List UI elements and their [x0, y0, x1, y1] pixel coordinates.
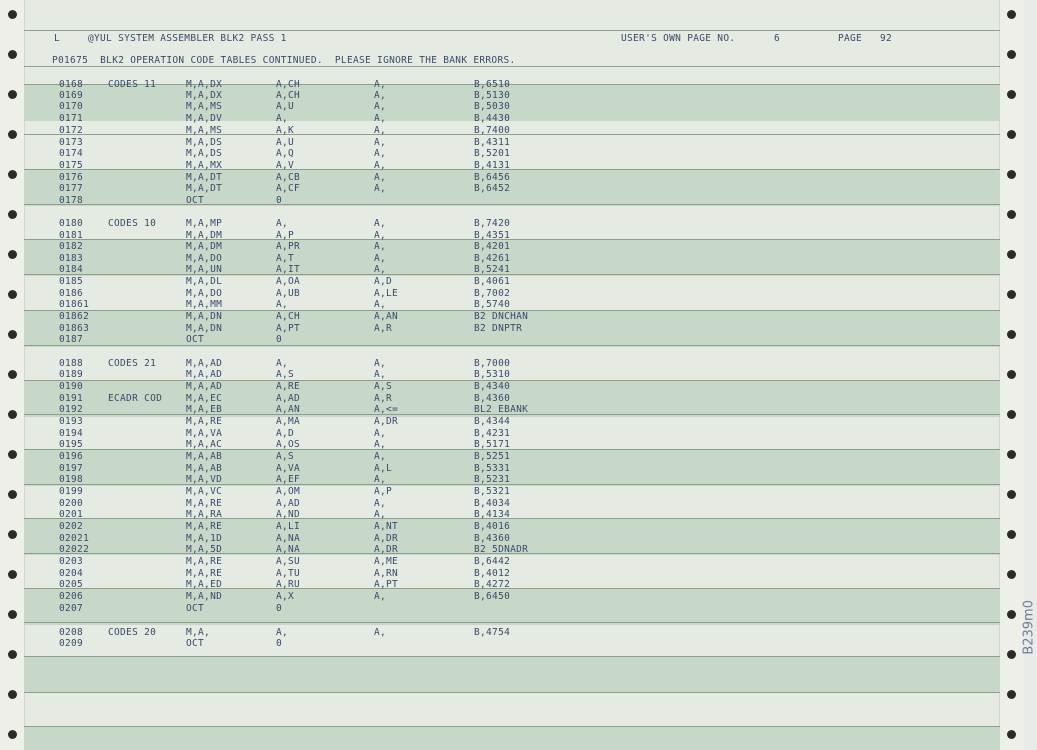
listing-row — [0, 369, 1024, 381]
code-field: B,5321 — [474, 486, 511, 497]
users-page-label: USER'S OWN PAGE NO. — [621, 33, 736, 44]
code-field: B,4012 — [474, 568, 511, 579]
listing-row — [0, 334, 1024, 346]
address-field-1: A,NA — [276, 544, 301, 555]
address-field-2: A, — [374, 591, 387, 602]
code-field: B,4261 — [474, 253, 511, 264]
address-field-1: 0 — [276, 334, 283, 345]
operation-field: M,A,DS — [186, 148, 223, 159]
address-field-1: A,ND — [276, 509, 301, 520]
address-field-1: A,K — [276, 125, 295, 136]
code-field: B,7000 — [474, 358, 511, 369]
address-field-2: A, — [374, 160, 387, 171]
tractor-hole — [1007, 730, 1016, 739]
address-field-1: A,X — [276, 591, 295, 602]
line-number: 0171 — [59, 113, 84, 124]
operation-field: M,A,MM — [186, 299, 223, 310]
code-field: B,5231 — [474, 474, 511, 485]
address-field-1: 0 — [276, 195, 283, 206]
address-field-1: A,OM — [276, 486, 301, 497]
line-number: 0174 — [59, 148, 84, 159]
operation-field: M,A,RE — [186, 521, 223, 532]
address-field-2: A,R — [374, 393, 393, 404]
operation-field: M,A,DT — [186, 183, 223, 194]
line-number: 0180 — [59, 218, 84, 229]
line-number: 0199 — [59, 486, 84, 497]
code-field: B,4016 — [474, 521, 511, 532]
listing-row — [0, 125, 1024, 137]
address-field-1: A,V — [276, 160, 295, 171]
address-field-2: A,LE — [374, 288, 399, 299]
address-field-1: A,RE — [276, 381, 301, 392]
header-line — [0, 33, 1024, 45]
address-field-1: A,IT — [276, 264, 301, 275]
address-field-1: A,Q — [276, 148, 295, 159]
greenbar-band — [24, 656, 1000, 693]
section-label: CODES 21 — [108, 358, 157, 369]
listing-row — [0, 451, 1024, 463]
address-field-1: A,VA — [276, 463, 301, 474]
section-label: ECADR COD — [108, 393, 163, 404]
address-field-1: A,D — [276, 428, 295, 439]
line-number: 0176 — [59, 172, 84, 183]
listing-row — [0, 381, 1024, 393]
line-number: 0177 — [59, 183, 84, 194]
code-field: B,4344 — [474, 416, 511, 427]
address-field-2: A, — [374, 474, 387, 485]
address-field-1: A,P — [276, 230, 295, 241]
address-field-1: A,EF — [276, 474, 301, 485]
address-field-1: A,CH — [276, 90, 301, 101]
line-number: 0185 — [59, 276, 84, 287]
operation-field: M,A,EB — [186, 404, 223, 415]
address-field-2: A, — [374, 439, 387, 450]
address-field-2: A, — [374, 183, 387, 194]
line-number: 0192 — [59, 404, 84, 415]
tractor-hole — [1007, 10, 1016, 19]
address-field-2: A, — [374, 230, 387, 241]
address-field-2: A,DR — [374, 416, 399, 427]
address-field-1: A, — [276, 358, 289, 369]
listing-row — [0, 509, 1024, 521]
line-number: 02021 — [59, 533, 90, 544]
header-title: @YUL SYSTEM ASSEMBLER BLK2 PASS 1 — [88, 33, 287, 44]
greenbar-rule — [24, 30, 1000, 31]
code-field: B2 5DNADR — [474, 544, 529, 555]
operation-field: M,A,DL — [186, 276, 223, 287]
listing-row — [0, 101, 1024, 113]
address-field-1: A, — [276, 627, 289, 638]
code-field: B,4134 — [474, 509, 511, 520]
operation-field: OCT — [186, 195, 205, 206]
line-number: 0189 — [59, 369, 84, 380]
listing-row — [0, 579, 1024, 591]
line-number: 0184 — [59, 264, 84, 275]
line-number: 0182 — [59, 241, 84, 252]
code-field: B,4340 — [474, 381, 511, 392]
section-label: CODES 11 — [108, 79, 157, 90]
code-field: B,5201 — [474, 148, 511, 159]
address-field-2: A, — [374, 218, 387, 229]
listing-row — [0, 241, 1024, 253]
operation-field: M,A,DT — [186, 172, 223, 183]
listing-row — [0, 474, 1024, 486]
page-label: PAGE — [838, 33, 863, 44]
line-number: 0205 — [59, 579, 84, 590]
greenbar-rule — [24, 622, 1000, 623]
line-number: 0206 — [59, 591, 84, 602]
code-field: B,4034 — [474, 498, 511, 509]
address-field-2: A, — [374, 509, 387, 520]
operation-field: M,A,RE — [186, 416, 223, 427]
code-field: B,5171 — [474, 439, 511, 450]
operation-field: M,A,DS — [186, 137, 223, 148]
line-number: 0169 — [59, 90, 84, 101]
listing-row — [0, 556, 1024, 568]
listing-row — [0, 311, 1024, 323]
address-field-1: A,LI — [276, 521, 301, 532]
operation-field: M,A,AD — [186, 381, 223, 392]
address-field-1: A,CH — [276, 79, 301, 90]
code-field: B,5251 — [474, 451, 511, 462]
listing-row — [0, 113, 1024, 125]
address-field-2: A, — [374, 264, 387, 275]
page-number: 92 — [880, 33, 893, 44]
address-field-2: A, — [374, 299, 387, 310]
listing-row — [0, 264, 1024, 276]
line-number: 0197 — [59, 463, 84, 474]
address-field-1: A,CF — [276, 183, 301, 194]
address-field-2: A,ME — [374, 556, 399, 567]
code-field: BL2 EBANK — [474, 404, 529, 415]
listing-row — [0, 148, 1024, 160]
address-field-1: A,CB — [276, 172, 301, 183]
address-field-1: A, — [276, 299, 289, 310]
line-number: 0194 — [59, 428, 84, 439]
address-field-1: A,AD — [276, 393, 301, 404]
address-field-1: A,T — [276, 253, 295, 264]
code-field: B,5130 — [474, 90, 511, 101]
operation-field: M,A,MS — [186, 101, 223, 112]
operation-field: M,A,ED — [186, 579, 223, 590]
line-number: 0201 — [59, 509, 84, 520]
line-number: 0208 — [59, 627, 84, 638]
operation-field: M,A,DN — [186, 323, 223, 334]
subtitle-line — [0, 55, 1024, 67]
address-field-2: A,AN — [374, 311, 399, 322]
listing-row — [0, 603, 1024, 615]
line-number: 01861 — [59, 299, 90, 310]
address-field-1: A,RU — [276, 579, 301, 590]
page-subtitle: P01675 BLK2 OPERATION CODE TABLES CONTINUED. PLEASE IGNORE THE BANK ERRORS. — [52, 55, 516, 66]
operation-field: M,A,AB — [186, 451, 223, 462]
address-field-2: A,L — [374, 463, 393, 474]
address-field-2: A, — [374, 113, 387, 124]
address-field-1: A,OA — [276, 276, 301, 287]
line-number: 0178 — [59, 195, 84, 206]
address-field-2: A,D — [374, 276, 393, 287]
address-field-2: A, — [374, 253, 387, 264]
users-page-number: 6 — [774, 33, 781, 44]
line-number: 0186 — [59, 288, 84, 299]
code-field: B,4231 — [474, 428, 511, 439]
operation-field: M,A, — [186, 627, 211, 638]
address-field-1: A,OS — [276, 439, 301, 450]
code-field: B,5241 — [474, 264, 511, 275]
code-field: B,6456 — [474, 172, 511, 183]
address-field-2: A,NT — [374, 521, 399, 532]
address-field-1: A,MA — [276, 416, 301, 427]
operation-field: M,A,AC — [186, 439, 223, 450]
address-field-1: A,AN — [276, 404, 301, 415]
operation-field: M,A,RE — [186, 568, 223, 579]
address-field-2: A, — [374, 172, 387, 183]
operation-field: M,A,UN — [186, 264, 223, 275]
operation-field: M,A,5D — [186, 544, 223, 555]
address-field-2: A, — [374, 627, 387, 638]
line-number: 0200 — [59, 498, 84, 509]
address-field-2: A,<= — [374, 404, 399, 415]
operation-field: M,A,ND — [186, 591, 223, 602]
operation-field: M,A,DV — [186, 113, 223, 124]
address-field-2: A, — [374, 369, 387, 380]
address-field-2: A, — [374, 101, 387, 112]
section-label: CODES 20 — [108, 627, 157, 638]
line-number: 0209 — [59, 638, 84, 649]
address-field-2: A, — [374, 428, 387, 439]
operation-field: M,A,DM — [186, 241, 223, 252]
listing-row — [0, 276, 1024, 288]
address-field-2: A, — [374, 451, 387, 462]
code-field: B,6442 — [474, 556, 511, 567]
operation-field: M,A,1D — [186, 533, 223, 544]
operation-field: M,A,RE — [186, 556, 223, 567]
line-number: 0198 — [59, 474, 84, 485]
line-number: 0190 — [59, 381, 84, 392]
code-field: B,6450 — [474, 591, 511, 602]
line-number: 0183 — [59, 253, 84, 264]
address-field-2: A,PT — [374, 579, 399, 590]
code-field: B,5740 — [474, 299, 511, 310]
listing-row — [0, 195, 1024, 207]
operation-field: M,A,AD — [186, 358, 223, 369]
line-number: 0188 — [59, 358, 84, 369]
operation-field: M,A,AD — [186, 369, 223, 380]
operation-field: M,A,RA — [186, 509, 223, 520]
address-field-2: A,RN — [374, 568, 399, 579]
listing-row — [0, 183, 1024, 195]
address-field-2: A, — [374, 125, 387, 136]
address-field-2: A,DR — [374, 544, 399, 555]
code-field: B,7002 — [474, 288, 511, 299]
listing-row — [0, 218, 1024, 230]
line-number: 0202 — [59, 521, 84, 532]
address-field-1: A,U — [276, 137, 295, 148]
operation-field: M,A,DM — [186, 230, 223, 241]
address-field-1: 0 — [276, 603, 283, 614]
address-field-1: A,CH — [276, 311, 301, 322]
operation-field: M,A,MS — [186, 125, 223, 136]
code-field: B,4360 — [474, 533, 511, 544]
operation-field: M,A,DX — [186, 90, 223, 101]
address-field-2: A, — [374, 498, 387, 509]
operation-field: OCT — [186, 334, 205, 345]
code-field: B,4360 — [474, 393, 511, 404]
line-number: 0195 — [59, 439, 84, 450]
listing-row — [0, 486, 1024, 498]
code-field: B,7400 — [474, 125, 511, 136]
address-field-2: A, — [374, 358, 387, 369]
greenbar-rule — [24, 692, 1000, 693]
line-number: 0181 — [59, 230, 84, 241]
address-field-1: A,S — [276, 369, 295, 380]
code-field: B,6452 — [474, 183, 511, 194]
tractor-hole — [8, 730, 17, 739]
address-field-2: A,S — [374, 381, 393, 392]
code-field: B,4351 — [474, 230, 511, 241]
code-field: B,4311 — [474, 137, 511, 148]
line-number: 0191 — [59, 393, 84, 404]
operation-field: M,A,AB — [186, 463, 223, 474]
address-field-1: A,SU — [276, 556, 301, 567]
address-field-2: A,R — [374, 323, 393, 334]
code-field: B,4754 — [474, 627, 511, 638]
code-field: B,5331 — [474, 463, 511, 474]
line-number: 01862 — [59, 311, 90, 322]
tractor-hole — [8, 690, 17, 699]
code-field: B,7420 — [474, 218, 511, 229]
address-field-1: A,UB — [276, 288, 301, 299]
side-stamp: B239m0 — [1022, 600, 1037, 655]
address-field-1: A,TU — [276, 568, 301, 579]
line-number: 0175 — [59, 160, 84, 171]
operation-field: M,A,EC — [186, 393, 223, 404]
operation-field: M,A,DO — [186, 288, 223, 299]
address-field-1: A,PT — [276, 323, 301, 334]
operation-field: M,A,VD — [186, 474, 223, 485]
section-label: CODES 10 — [108, 218, 157, 229]
line-number: 0170 — [59, 101, 84, 112]
tractor-hole — [1007, 650, 1016, 659]
listing-row — [0, 404, 1024, 416]
line-number: 0193 — [59, 416, 84, 427]
line-number: 0187 — [59, 334, 84, 345]
address-field-2: A, — [374, 90, 387, 101]
listing-row — [0, 544, 1024, 556]
code-field: B,5310 — [474, 369, 511, 380]
address-field-2: A,DR — [374, 533, 399, 544]
address-field-2: A, — [374, 241, 387, 252]
line-number: 01863 — [59, 323, 90, 334]
address-field-2: A,P — [374, 486, 393, 497]
operation-field: M,A,MP — [186, 218, 223, 229]
operation-field: M,A,VA — [186, 428, 223, 439]
code-field: B,6510 — [474, 79, 511, 90]
operation-field: M,A,RE — [186, 498, 223, 509]
tractor-hole — [8, 650, 17, 659]
address-field-1: A,NA — [276, 533, 301, 544]
listing-row — [0, 591, 1024, 603]
greenbar-band — [24, 726, 1000, 750]
listing-row — [0, 638, 1024, 650]
listing-row — [0, 439, 1024, 451]
operation-field: OCT — [186, 603, 205, 614]
address-field-2: A, — [374, 137, 387, 148]
address-field-2: A, — [374, 148, 387, 159]
address-field-1: A,U — [276, 101, 295, 112]
line-number: 0203 — [59, 556, 84, 567]
listing-row — [0, 416, 1024, 428]
line-number: 02022 — [59, 544, 90, 555]
code-field: B,5030 — [474, 101, 511, 112]
address-field-2: A, — [374, 79, 387, 90]
line-number: 0207 — [59, 603, 84, 614]
address-field-1: A,PR — [276, 241, 301, 252]
line-number: 0173 — [59, 137, 84, 148]
code-field: B,4272 — [474, 579, 511, 590]
operation-field: M,A,VC — [186, 486, 223, 497]
code-field: B2 DNCHAN — [474, 311, 529, 322]
line-number: 0204 — [59, 568, 84, 579]
address-field-1: A, — [276, 113, 289, 124]
address-field-1: A,AD — [276, 498, 301, 509]
operation-field: OCT — [186, 638, 205, 649]
operation-field: M,A,MX — [186, 160, 223, 171]
line-number: 0196 — [59, 451, 84, 462]
code-field: B2 DNPTR — [474, 323, 523, 334]
address-field-1: 0 — [276, 638, 283, 649]
line-number: 0172 — [59, 125, 84, 136]
tractor-hole — [8, 10, 17, 19]
code-field: B,4131 — [474, 160, 511, 171]
line-number: 0168 — [59, 79, 84, 90]
operation-field: M,A,DN — [186, 311, 223, 322]
address-field-1: A,S — [276, 451, 295, 462]
listing-row — [0, 299, 1024, 311]
code-field: B,4201 — [474, 241, 511, 252]
operation-field: M,A,DO — [186, 253, 223, 264]
code-field: B,4061 — [474, 276, 511, 287]
operation-field: M,A,DX — [186, 79, 223, 90]
listing-row — [0, 521, 1024, 533]
code-field: B,4430 — [474, 113, 511, 124]
address-field-1: A, — [276, 218, 289, 229]
header-left-mark: L — [54, 33, 61, 44]
listing-row — [0, 160, 1024, 172]
tractor-hole — [1007, 690, 1016, 699]
